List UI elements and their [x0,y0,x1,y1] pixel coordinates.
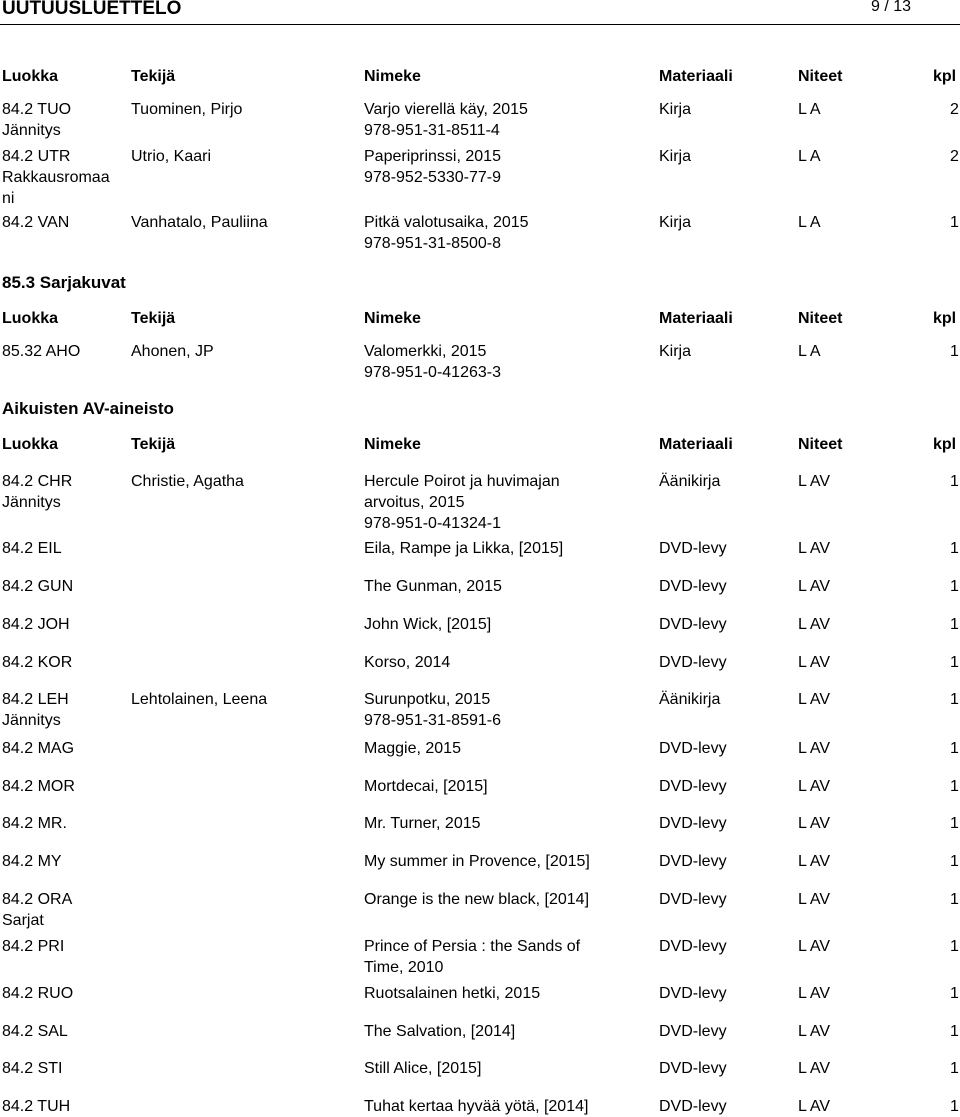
page-number: 9 / 13 [871,0,912,15]
cell-nimeke [364,738,461,759]
cell-line: 84.2 SAL [2,1023,68,1040]
cell-materiaali: DVD-levy [659,815,727,832]
cell-materiaali: DVD-levy [659,1098,727,1115]
column-header-niteet: Niteet [798,68,843,85]
cell-niteet: L A [798,343,821,360]
cell-materiaali: DVD-levy [659,938,727,955]
cell-line: Jännitys [2,494,61,511]
cell-line: Pitkä valotusaika, 2015 [364,214,529,231]
cell-luokka [2,738,74,759]
cell-line: 84.2 UTR [2,148,71,165]
cell-materiaali: DVD-levy [659,1023,727,1040]
section-title: Aikuisten AV-aineisto [2,399,174,418]
cell-nimeke [364,851,590,872]
cell-materiaali: DVD-levy [659,985,727,1002]
cell-luokka [2,936,64,957]
cell-line: Maggie, 2015 [364,740,461,757]
cell-luokka [2,341,80,362]
cell-nimeke [364,1058,481,1079]
column-header-nimeke: Nimeke [364,68,421,85]
cell-luokka [2,689,69,731]
cell-line: 978-951-0-41263-3 [364,364,501,381]
cell-line: Eila, Rampe ja Likka, [2015] [364,540,564,557]
cell-niteet: L AV [798,938,831,955]
cell-line: 84.2 STI [2,1060,63,1077]
column-header-kpl: kpl [933,436,957,453]
cell-niteet: L A [798,148,821,165]
cell-line: Varjo vierellä käy, 2015 [364,101,528,118]
cell-materiaali: Äänikirja [659,691,721,708]
cell-line: Rakkausromaa [2,169,110,186]
cell-niteet: L AV [798,616,831,633]
cell-line: 978-951-31-8500-8 [364,235,501,252]
cell-line: 84.2 ORA [2,891,73,908]
cell-line: Jännitys [2,122,61,139]
cell-kpl: 1 [950,1023,959,1040]
cell-line: Mortdecai, [2015] [364,778,488,795]
cell-niteet: L AV [798,691,831,708]
cell-niteet: L AV [798,1060,831,1077]
cell-kpl: 1 [950,540,959,557]
cell-materiaali: DVD-levy [659,578,727,595]
cell-kpl: 1 [950,343,959,360]
cell-luokka [2,652,72,673]
cell-luokka [2,813,67,834]
cell-luokka [2,471,72,513]
cell-materiaali: DVD-levy [659,616,727,633]
column-header-luokka: Luokka [2,436,59,453]
cell-line: ni [2,190,15,207]
cell-niteet: L AV [798,891,831,908]
cell-tekija: Utrio, Kaari [131,148,212,165]
cell-luokka [2,983,73,1004]
cell-line: Mr. Turner, 2015 [364,815,481,832]
cell-materiaali: DVD-levy [659,740,727,757]
cell-kpl: 1 [950,691,959,708]
cell-luokka [2,576,73,597]
column-header-nimeke: Nimeke [364,436,421,453]
cell-materiaali: DVD-levy [659,1060,727,1077]
cell-line: Sarjat [2,912,44,929]
section-title: 85.3 Sarjakuvat [2,273,126,292]
cell-kpl: 1 [950,985,959,1002]
cell-materiaali: Kirja [659,343,692,360]
cell-niteet: L AV [798,853,831,870]
cell-nimeke [364,146,501,188]
cell-line: My summer in Provence, [2015] [364,853,590,870]
cell-nimeke [364,689,501,731]
cell-line: 978-951-31-8511-4 [364,122,500,139]
cell-materiaali: Kirja [659,148,692,165]
cell-kpl: 1 [950,214,959,231]
column-header-materiaali: Materiaali [659,68,733,85]
cell-tekija: Tuominen, Pirjo [131,101,243,118]
cell-luokka [2,212,69,233]
cell-kpl: 1 [950,1098,959,1115]
column-header-kpl: kpl [933,68,957,85]
cell-luokka [2,889,72,931]
column-header-materiaali: Materiaali [659,310,733,327]
cell-kpl: 1 [950,616,959,633]
column-header-luokka: Luokka [2,68,59,85]
cell-materiaali: DVD-levy [659,778,727,795]
cell-kpl: 2 [950,101,959,118]
column-header-luokka: Luokka [2,310,59,327]
cell-tekija: Lehtolainen, Leena [131,691,268,708]
cell-niteet: L AV [798,1023,831,1040]
column-header-nimeke: Nimeke [364,310,421,327]
cell-line: Hercule Poirot ja huvimajan [364,473,560,490]
cell-tekija: Ahonen, JP [131,343,214,360]
document-title: UUTUUSLUETTELO [2,0,182,19]
column-header-niteet: Niteet [798,310,843,327]
cell-kpl: 1 [950,740,959,757]
cell-tekija: Christie, Agatha [131,473,244,490]
cell-nimeke [364,813,481,834]
cell-line: Valomerkki, 2015 [364,343,487,360]
cell-materiaali: Äänikirja [659,473,721,490]
cell-nimeke [364,614,491,635]
cell-nimeke [364,652,450,673]
cell-luokka [2,1058,62,1079]
cell-line: 84.2 TUH [2,1098,71,1115]
cell-line: Jännitys [2,712,61,729]
cell-line: 84.2 RUO [2,985,74,1002]
cell-line: 84.2 JOH [2,616,70,633]
cell-line: Ruotsalainen hetki, 2015 [364,985,541,1002]
cell-materiaali: DVD-levy [659,540,727,557]
cell-materiaali: Kirja [659,101,692,118]
cell-line: 978-951-31-8591-6 [364,712,501,729]
cell-niteet: L A [798,101,821,118]
cell-line: Still Alice, [2015] [364,1060,482,1077]
cell-kpl: 1 [950,578,959,595]
cell-line: arvoitus, 2015 [364,494,465,511]
column-header-kpl: kpl [933,310,957,327]
cell-line: 84.2 GUN [2,578,74,595]
column-header-niteet: Niteet [798,436,843,453]
cell-luokka [2,99,71,141]
cell-line: The Salvation, [2014] [364,1023,516,1040]
cell-materiaali: DVD-levy [659,654,727,671]
cell-line: 978-952-5330-77-9 [364,169,501,186]
cell-line: Time, 2010 [364,959,444,976]
cell-line: 84.2 PRI [2,938,65,955]
cell-nimeke [364,99,528,141]
cell-luokka [2,776,75,797]
cell-kpl: 1 [950,654,959,671]
cell-line: Orange is the new black, [2014] [364,891,590,908]
cell-niteet: L AV [798,578,831,595]
cell-luokka [2,1021,68,1042]
cell-luokka [2,146,110,209]
column-header-tekija: Tekijä [131,68,176,85]
cell-line: 84.2 EIL [2,540,62,557]
cell-kpl: 1 [950,891,959,908]
cell-kpl: 2 [950,148,959,165]
cell-nimeke [364,776,488,797]
cell-tekija: Vanhatalo, Pauliina [131,214,268,231]
cell-line: Paperiprinssi, 2015 [364,148,501,165]
cell-niteet: L AV [798,740,831,757]
cell-line: Korso, 2014 [364,654,451,671]
cell-nimeke [364,576,502,597]
cell-luokka [2,614,70,635]
cell-nimeke [364,1096,588,1117]
cell-niteet: L AV [798,473,831,490]
cell-line: Tuhat kertaa hyvää yötä, [2014] [364,1098,589,1115]
cell-niteet: L AV [798,778,831,795]
cell-line: 84.2 LEH [2,691,69,708]
cell-nimeke [364,538,563,559]
cell-line: 84.2 CHR [2,473,73,490]
cell-line: 84.2 KOR [2,654,73,671]
cell-line: 84.2 MR. [2,815,67,832]
cell-nimeke [364,471,560,534]
cell-niteet: L AV [798,540,831,557]
cell-line: 978-951-0-41324-1 [364,515,501,532]
cell-line: Prince of Persia : the Sands of [364,938,581,955]
cell-kpl: 1 [950,778,959,795]
cell-line: The Gunman, 2015 [364,578,502,595]
cell-nimeke [364,1021,515,1042]
cell-kpl: 1 [950,853,959,870]
cell-niteet: L AV [798,985,831,1002]
cell-materiaali: Kirja [659,214,692,231]
column-header-materiaali: Materiaali [659,436,733,453]
cell-kpl: 1 [950,473,959,490]
cell-line: 84.2 MY [2,853,62,870]
cell-luokka [2,538,62,559]
cell-luokka [2,1096,70,1117]
cell-materiaali: DVD-levy [659,853,727,870]
cell-nimeke [364,889,589,910]
cell-niteet: L AV [798,815,831,832]
cell-line: 84.2 VAN [2,214,70,231]
cell-luokka [2,851,62,872]
column-header-tekija: Tekijä [131,310,176,327]
cell-niteet: L AV [798,1098,831,1115]
column-header-tekija: Tekijä [131,436,176,453]
cell-line: 84.2 TUO [2,101,72,118]
cell-line: 84.2 MAG [2,740,75,757]
cell-niteet: L A [798,214,821,231]
cell-kpl: 1 [950,815,959,832]
cell-line: 84.2 MOR [2,778,75,795]
cell-kpl: 1 [950,1060,959,1077]
cell-line: 85.32 AHO [2,343,81,360]
cell-niteet: L AV [798,654,831,671]
page-header [0,0,960,25]
cell-nimeke [364,936,580,978]
cell-materiaali: DVD-levy [659,891,727,908]
cell-nimeke [364,983,540,1004]
cell-line: John Wick, [2015] [364,616,492,633]
cell-kpl: 1 [950,938,959,955]
cell-nimeke [364,212,529,254]
cell-nimeke [364,341,501,383]
cell-line: Surunpotku, 2015 [364,691,491,708]
